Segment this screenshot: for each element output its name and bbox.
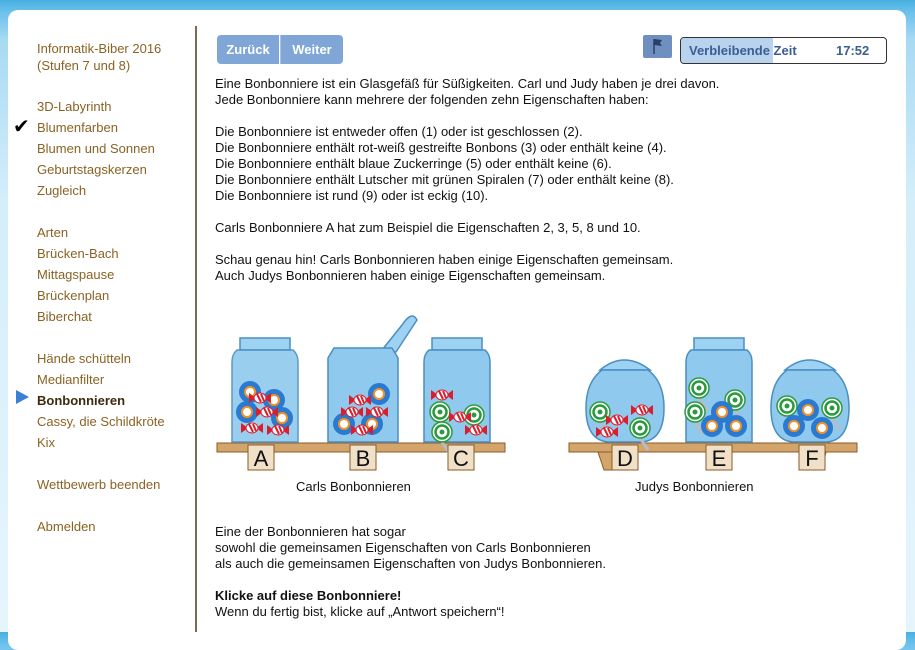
nav-item-kix[interactable]: Kix (37, 435, 56, 450)
nav-item-brueckenplan[interactable]: Brückenplan (37, 288, 110, 303)
jar-b[interactable] (328, 316, 417, 442)
finish-contest-link[interactable]: Wettbewerb beenden (37, 477, 161, 492)
nav-item-geburtstagskerzen[interactable]: Geburtstagskerzen (37, 162, 147, 177)
nav-item-medianfilter[interactable]: Medianfilter (37, 372, 105, 387)
jar-a[interactable] (232, 338, 298, 442)
timer-value: 17:52 (836, 43, 870, 58)
logout-link[interactable]: Abmelden (37, 519, 96, 534)
property-line-4: Die Bonbonniere enthält Lutscher mit grünen Spiralen (7) oder enthält keine (8). (215, 172, 674, 187)
jar-label-c: C (453, 446, 469, 471)
nav-item-haende-schuetteln[interactable]: Hände schütteln (37, 351, 131, 366)
carl-caption: Carls Bonbonnieren (296, 479, 411, 494)
intro-line-2: Jede Bonbonniere kann mehrere der folgenden zehn Eigenschaften haben: (215, 92, 649, 107)
remaining-time (680, 37, 887, 64)
nav-item-bruecken-bach[interactable]: Brücken-Bach (37, 246, 119, 261)
jar-label-b: B (355, 446, 371, 471)
nav-item-blumen-und-sonnen[interactable]: Blumen und Sonnen (37, 141, 155, 156)
property-line-5: Die Bonbonniere ist rund (9) oder ist eckig (10). (215, 188, 489, 203)
instruction-bold: Klicke auf diese Bonbonniere! (215, 588, 402, 603)
nav-item-arten[interactable]: Arten (37, 225, 69, 240)
jar-e[interactable] (685, 338, 752, 442)
jar-label-d: D (617, 446, 633, 471)
divider (195, 26, 197, 632)
property-line-3: Die Bonbonniere enthält blaue Zuckerringe (5) oder enthält keine (6). (215, 156, 612, 171)
question-line-1: Eine der Bonbonnieren hat sogar (215, 524, 406, 539)
jar-f[interactable] (771, 360, 849, 442)
property-line-1: Die Bonbonniere ist entweder offen (1) oder ist geschlossen (2). (215, 124, 583, 139)
flag-button[interactable] (643, 35, 672, 58)
nav-item-cassy[interactable]: Cassy, die Schildkröte (37, 414, 165, 429)
nav-item-mittagspause[interactable]: Mittagspause (37, 267, 115, 282)
intro-line-1: Eine Bonbonniere ist ein Glasgefäß für Süßigkeiten. Carl und Judy haben je drei davon. (215, 76, 720, 91)
contest-subtitle: (Stufen 7 und 8) (37, 58, 131, 73)
example-text: Carls Bonbonniere A hat zum Beispiel die Eigenschaften 2, 3, 5, 8 und 10. (215, 220, 641, 235)
nav-item-bonbonnieren[interactable]: Bonbonnieren (37, 393, 126, 408)
checkmark-icon: ✔ (13, 114, 30, 138)
jar-c[interactable] (424, 338, 490, 454)
flag-icon (643, 35, 672, 58)
contest-title: Informatik-Biber 2016 (37, 41, 162, 56)
current-task-arrow-icon (16, 390, 29, 404)
nav-item-blumenfarben[interactable]: Blumenfarben (37, 120, 118, 135)
question-line-2: sowohl die gemeinsamen Eigenschaften von Carls Bonbonnieren (215, 540, 591, 555)
nav-item-zugleich[interactable]: Zugleich (37, 183, 87, 198)
timer-label: Verbleibende Zeit (689, 43, 797, 58)
instruction-text: Wenn du fertig bist, klicke auf „Antwort speichern“! (215, 604, 505, 619)
nav-item-biberchat[interactable]: Biberchat (37, 309, 92, 324)
jar-label-e: E (711, 446, 727, 471)
jar-d[interactable] (586, 360, 664, 450)
look-line-2: Auch Judys Bonbonnieren haben einige Eigenschaften gemeinsam. (215, 268, 606, 283)
jars-illustration (212, 300, 872, 485)
nav-item-3d-labyrinth[interactable]: 3D-Labyrinth (37, 99, 112, 114)
jar-label-f: F (805, 446, 819, 471)
jar-label-a: A (253, 446, 269, 471)
judy-caption: Judys Bonbonnieren (635, 479, 754, 494)
property-line-2: Die Bonbonniere enthält rot-weiß gestreifte Bonbons (3) oder enthält keine (4). (215, 140, 667, 155)
back-button[interactable]: Zurück (217, 35, 279, 64)
question-line-3: als auch die gemeinsamen Eigenschaften von Judys Bonbonnieren. (215, 556, 606, 571)
look-line-1: Schau genau hin! Carls Bonbonnieren haben einige Eigenschaften gemeinsam. (215, 252, 674, 267)
next-button[interactable]: Weiter (280, 35, 343, 64)
